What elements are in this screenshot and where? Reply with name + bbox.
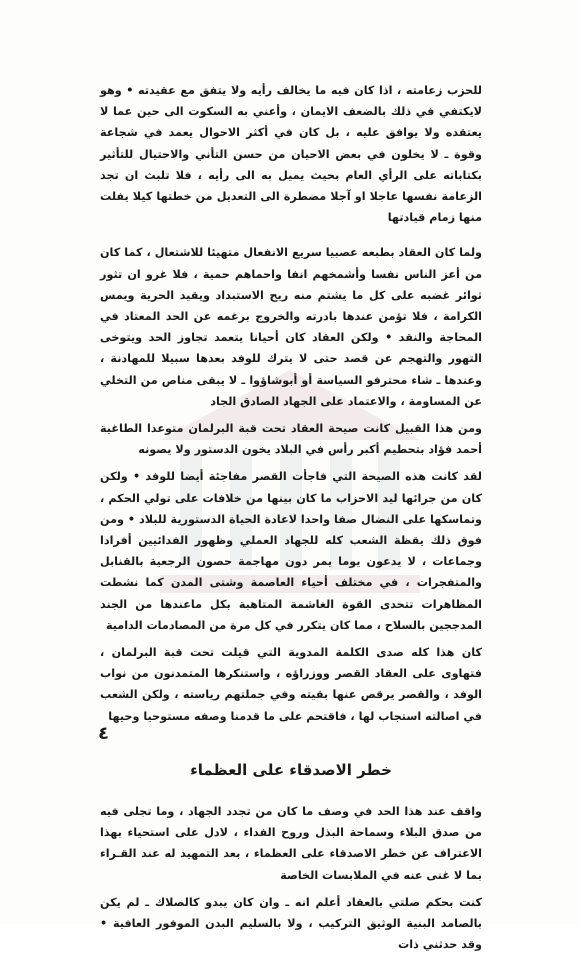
paragraph-3: ومن هذا القبيل كانت صيحة العقاد تحت قبة البرلمان متوعدا الطاغية أحمد فؤاد بتحطيم أكبر رأس في البلاد يخون الدستور ولا يصونه: [100, 422, 482, 457]
paragraph-7: كنت بحكم صلتي بالعقاد أعلم انه ـ وان كان يبدو كالصلاك ـ لم يكن بالصامد البنية الوثيق التركيب ، ولا بالسليم البدن الموفور العافية • وقد حدثني ذات: [100, 895, 482, 952]
paragraph-1: للحزب زعامته ، اذا كان فيه ما يخالف رأيه ولا يتفق مع عقيدته • وهو لايكتفي في ذلك بالضعف الايمان ، وأعني به السكوت الى حين عما لا يعتقده ولا يوافق عليه ، بل كان في أكثر الاحوال يعمد في شجاعة وقوة ـ لا يخلون في بعض الاحيان من حسن التأني والاحتيال للتأثير بكتاباته على الرأي العام بحيث يميل به الى رأيه ، فلا تلبث ان تجد الزعامة نفسها عاجلا او آجلا مضطرة الى التعديل من خطتها كيلا يفلت منها زمام قيادتها: [100, 84, 482, 225]
page-number: ٤: [98, 723, 109, 744]
paragraph-4: لقد كانت هذه الصيحة التي فاجأت القصر مفاجئة أيضا للوفد • ولكن كان من جرائها ليد الاحزاب ما كان بينها من خلافات على تولي الحكم ، وتماسكها على النضال صفا واحدا لاعادة الحياة الدستورية للبلاد • ومن فوق ذلك يقظة الشعب كله للجهاد العملي وظهور الفدائيين أفرادا وجماعات ، لا يدعون يوما يمر دون مهاجمة حصون الرجعية بالقنابل والمتفجرات ، في مختلف أحياء العاصمة وشتى المدن كما نشطت المظاهرات تتحدى القوة الغاشمة المتاهبة بكل ماعندها من الجند المدججين بالسلاح ، مما كان يتكرر في كل مرة من المصادمات الدامية: [100, 470, 482, 632]
section-heading: خطر الاصدقاء على العظماء: [190, 760, 392, 779]
page-body: [100, 62, 482, 955]
paragraph-6: واقف عند هذا الحد في وصف ما كان من تجدد الجهاد ، وما تجلى فيه من صدق البلاء وسماحة البذل وروح الفداء ، لادل على استحياء بهذا الاعتراف عن خطر الاصدقاء على العظماء ، بعد التمهيد له عند القـراء بما لا غنى عنه في الملابسات الخاصة: [100, 804, 482, 882]
paragraph-2: ولما كان العقاد بطبعه عصبيا سريع الانفعال متهيئا للاشتعال ، كما كان من أعز الناس نفسا وأشمخهم انفا واحماهم حمية ، فلا غرو ان تثور ثوائر غضبه على كل ما يشتم منه ريح الاستبداد ويقيد الحرية ويمس الكرامة ، فلا تؤمن عندها بادرته والخروج برغمه عن الحد المعتاد في المحاجة والنقد • ولكن العقاد كان أحيانا يتعمد تجاوز الحد ويتوخى التهور والتهجم عن قصد حتى لا يترك للوفد بعدها سبيلا للمهادنة ، وعندها ـ شاء محترفو السياسة أو أبوشاؤوا ـ لا يبقى مناص من التخلي عن المساومة ، والاعتماد على الجهاد الصادق الجاد: [100, 246, 482, 408]
paragraph-5: كان هذا كله صدى الكلمة المدوية التي قيلت تحت قبة البرلمان ، فتهاوى على العقاد القصر ووزراؤه ، واستنكرها المتمدنون من نواب الوفد ، والقصر يرقص عنها بقيته وفي جملتهم رياسته ، ولكن الشعب في اصالته استجاب لها ، فاقتحم على ما قدمنا وصفه مستوحيا وحيها: [100, 646, 482, 723]
